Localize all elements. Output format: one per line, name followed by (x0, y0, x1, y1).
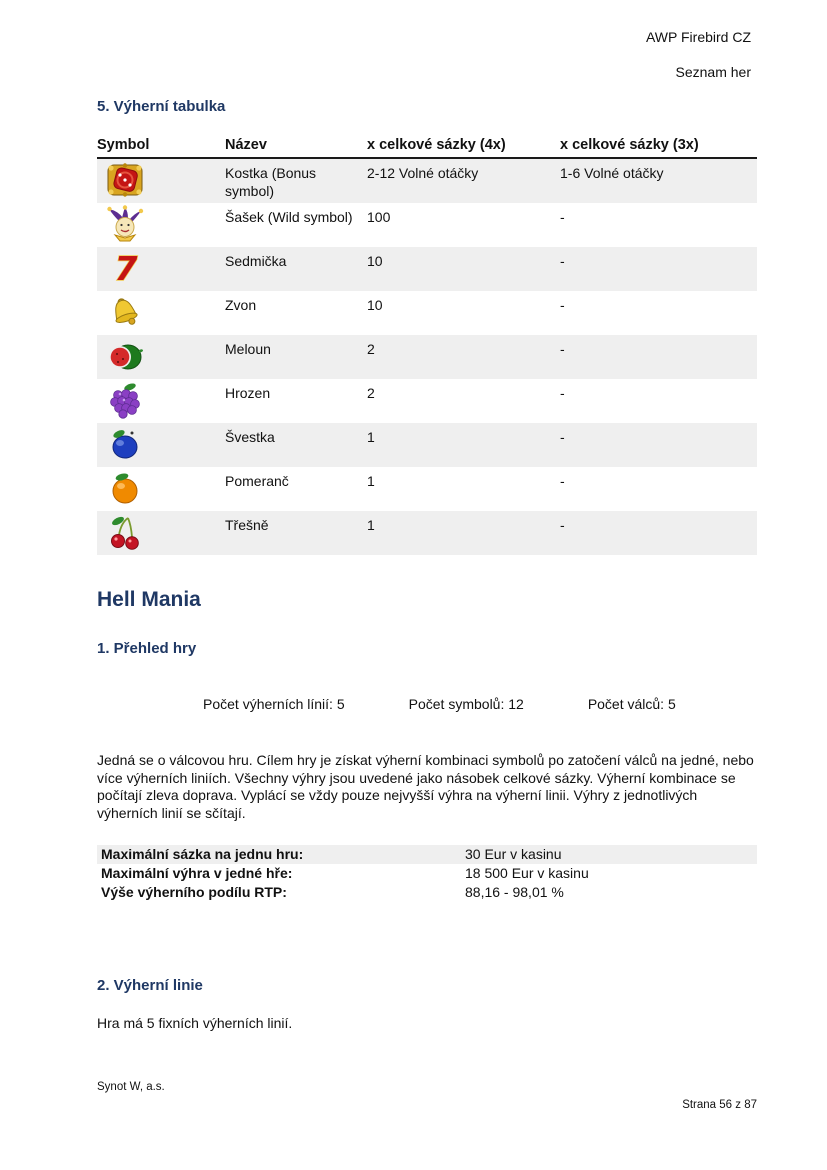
limit-row (97, 864, 757, 883)
footer-page-number: Strana 56 z 87 (682, 1099, 757, 1111)
column-header-symbol: Symbol (97, 137, 150, 153)
limit-row (97, 883, 757, 902)
game-stats (97, 697, 757, 712)
column-header-bet4x: x celkové sázky (4x) (367, 137, 506, 153)
table-row (97, 335, 757, 379)
bet3x-value: - (560, 297, 565, 313)
symbol-name: Zvon (225, 297, 257, 313)
symbol-name: Sedmička (225, 253, 287, 269)
bet3x-value: - (560, 517, 565, 533)
bet4x-value: 100 (367, 209, 391, 225)
table-row (97, 159, 757, 203)
table-row (97, 379, 757, 423)
column-header-name: Název (225, 137, 267, 153)
limit-label: Výše výherního podílu RTP: (101, 884, 287, 900)
bet3x-value: - (560, 341, 565, 357)
bet3x-value: 1-6 Volné otáčky (560, 165, 664, 181)
bet4x-value: 1 (367, 429, 375, 445)
bet3x-value: - (560, 209, 565, 225)
orange-icon (105, 469, 145, 507)
game-title: Hell Mania (97, 588, 201, 611)
bet4x-value: 10 (367, 297, 383, 313)
overview-heading: 1. Přehled hry (97, 640, 197, 657)
plum-icon (105, 425, 145, 463)
symbol-name: Švestka (225, 429, 275, 445)
symbol-name: Třešně (225, 517, 269, 533)
table-row (97, 203, 757, 247)
watermelon-icon (105, 337, 145, 375)
bell-icon (105, 293, 145, 331)
bet4x-value: 2 (367, 385, 375, 401)
jester-icon (105, 205, 145, 243)
stat-paylines: Počet výherních línií: 5 (203, 696, 345, 712)
column-header-bet3x: x celkové sázky (3x) (560, 137, 699, 153)
symbol-name: Pomeranč (225, 473, 289, 489)
doc-footer (97, 1081, 757, 1112)
stat-symbols: Počet symbolů: 12 (408, 696, 524, 712)
bet4x-value: 2 (367, 341, 375, 357)
limit-value: 30 Eur v kasinu (465, 846, 562, 862)
table-row (97, 467, 757, 511)
limits-table (97, 845, 757, 902)
bet3x-value: - (560, 253, 565, 269)
bet4x-value: 2-12 Volné otáčky (367, 165, 479, 181)
bet3x-value: - (560, 429, 565, 445)
limit-value: 88,16 - 98,01 % (465, 884, 564, 900)
paytable-section-heading: 5. Výherní tabulka (97, 98, 226, 115)
table-row (97, 423, 757, 467)
table-row (97, 511, 757, 555)
svg-text:7: 7 (114, 249, 138, 287)
symbol-name: Kostka (Bonus symbol) (225, 165, 317, 199)
limit-label: Maximální výhra v jedné hře: (101, 865, 293, 881)
seven-icon (105, 249, 145, 287)
grapes-icon (105, 381, 145, 419)
doc-title: AWP Firebird CZ (645, 29, 751, 45)
limit-label: Maximální sázka na jednu hru: (101, 846, 304, 862)
doc-header (97, 0, 757, 80)
symbol-name: Šašek (Wild symbol) (225, 209, 353, 225)
stat-reels: Počet válců: 5 (587, 696, 676, 712)
dice-icon (105, 161, 145, 199)
paytable (97, 138, 757, 555)
paylines-heading: 2. Výherní linie (97, 977, 203, 994)
paytable-header-row (97, 138, 757, 159)
symbol-name: Meloun (225, 341, 271, 357)
table-row (97, 247, 757, 291)
cherries-icon (105, 513, 145, 551)
game-description: Jedná se o válcovou hru. Cílem hry je získat výherní kombinaci symbolů po zatočení válců na jedné, nebo více výherních liniích. Všechny výhry jsou uvedené jako násobek celkové sázky. Výherní kombinace se počítají zleva doprava. Vyplácí se vždy pouze nejvyšší výhra na výherní linii. Výhry z jednotlivých výherních linií se sčítají. (97, 752, 754, 821)
limit-value: 18 500 Eur v kasinu (465, 865, 589, 881)
footer-company: Synot W, a.s. (97, 1081, 165, 1093)
bet4x-value: 1 (367, 517, 375, 533)
symbol-name: Hrozen (225, 385, 271, 401)
bet4x-value: 10 (367, 253, 383, 269)
bet3x-value: - (560, 385, 565, 401)
paylines-text: Hra má 5 fixních výherních linií. (97, 1015, 293, 1031)
bet4x-value: 1 (367, 473, 375, 489)
table-row (97, 291, 757, 335)
doc-subtitle: Seznam her (675, 64, 751, 80)
limit-row (97, 845, 757, 864)
bet3x-value: - (560, 473, 565, 489)
